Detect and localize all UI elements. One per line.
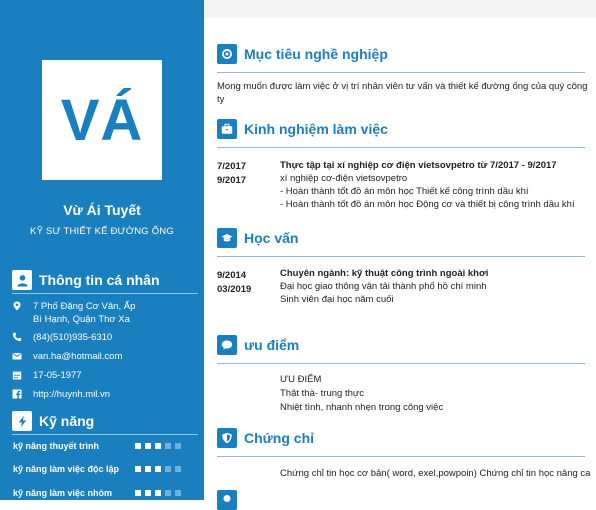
skill-level-dot — [175, 490, 181, 496]
email-value[interactable]: van.ha@hotmail.com — [33, 351, 123, 362]
skill-name: kỹ năng làm việc độc lập — [13, 464, 120, 474]
skill-level-dot — [135, 466, 141, 472]
education-date-start: 9/2014 — [217, 270, 247, 281]
skill-level-dot — [145, 490, 151, 496]
strengths-title: ưu điểm — [244, 337, 300, 353]
skill-level-dot — [165, 443, 171, 449]
experience-date-end: 9/2017 — [217, 175, 247, 186]
avatar — [42, 60, 162, 180]
experience-role: Thực tập tại xí nghiệp cơ điện vietsovpetro từ 7/2017 - 9/2017 — [280, 160, 557, 171]
education-note: Sinh viên đại học năm cuối — [280, 294, 394, 305]
phone-row — [12, 331, 112, 344]
experience-date-start: 7/2017 — [217, 161, 247, 172]
certificates-title: Chứng chỉ — [244, 430, 315, 446]
skill-level-dots — [135, 490, 185, 496]
objective-line1: Mong muốn được làm việc ở vị trí nhân viên tư vấn và thiết kế đường ống của quý công — [217, 81, 588, 92]
next-section-header — [217, 490, 244, 510]
address-line1: 7 Phố Đặng Cơ Vân, Ấp — [33, 301, 136, 312]
sidebar — [0, 0, 204, 500]
divider — [217, 147, 585, 148]
target-icon — [217, 44, 237, 64]
objective-line2: ty — [217, 94, 225, 105]
skill-row — [13, 464, 199, 474]
strengths-line1: Thật thà- trung thực — [280, 388, 364, 399]
award-icon — [217, 490, 237, 510]
calendar-icon — [12, 370, 22, 380]
envelope-icon — [12, 351, 22, 361]
skill-row — [13, 488, 199, 498]
skills-header — [12, 411, 94, 431]
website-value[interactable]: http://huynh.mil.vn — [33, 389, 111, 400]
experience-company: xí nghiệp cơ-điện vietsovpetro — [280, 173, 408, 184]
skill-level-dots — [135, 443, 185, 449]
skill-level-dot — [135, 490, 141, 496]
candidate-name: Vừ Ái Tuyết — [63, 202, 141, 218]
address-line2: Bì Hạnh, Quận Thơ Xa — [33, 314, 130, 325]
certificates-text: Chứng chỉ tin học cơ bản( word, exel,powpoin) Chứng chỉ tin học nâng ca — [280, 468, 591, 479]
briefcase-icon — [217, 119, 237, 139]
education-major: Chuyên ngành: kỹ thuật công trình ngoài khơi — [280, 268, 489, 279]
shield-icon — [217, 428, 237, 448]
skill-level-dot — [145, 443, 151, 449]
education-title: Học vấn — [244, 230, 299, 246]
skill-level-dot — [155, 466, 161, 472]
skill-name: kỹ năng làm việc nhóm — [13, 488, 113, 498]
birthday-value: 17-05-1977 — [33, 370, 82, 381]
objective-text — [217, 80, 589, 106]
certificates-header — [217, 428, 314, 448]
avatar-initials: VÁ — [60, 87, 144, 153]
user-icon — [12, 270, 32, 290]
experience-detail1: - Hoàn thành tốt đồ án môn học Thiết kế công trình dầu khí — [280, 186, 529, 197]
skills-title: Kỹ năng — [39, 413, 95, 429]
strengths-line2: Nhiệt tình, nhanh nhẹn trong công việc — [280, 402, 444, 413]
phone-value: (84)(510)935-6310 — [33, 332, 113, 343]
job-title: KỸ SƯ THIẾT KẾ ĐƯỜNG ỐNG — [30, 226, 174, 237]
education-school: Đại học giao thông vận tải thành phố hồ chí minh — [280, 281, 487, 292]
skill-level-dot — [155, 490, 161, 496]
experience-detail2: - Hoàn thành tốt đồ án môn học Động cơ và thiết bị công trình dầu khí — [280, 199, 575, 210]
education-header — [217, 228, 298, 248]
divider — [12, 434, 198, 435]
skill-level-dot — [165, 490, 171, 496]
divider — [12, 293, 198, 294]
skill-level-dot — [175, 466, 181, 472]
divider — [217, 363, 585, 364]
experience-title: Kinh nghiệm làm việc — [244, 121, 388, 137]
skill-level-dot — [165, 466, 171, 472]
phone-icon — [12, 332, 22, 342]
personal-info-title: Thông tin cá nhân — [39, 272, 160, 288]
facebook-icon — [12, 389, 22, 399]
divider — [217, 456, 585, 457]
skill-level-dot — [155, 443, 161, 449]
skill-level-dots — [135, 466, 185, 472]
skill-level-dot — [175, 443, 181, 449]
skill-row — [13, 441, 199, 451]
divider — [217, 256, 585, 257]
email-row — [12, 350, 122, 363]
speech-bubble-icon — [217, 335, 237, 355]
strengths-heading: ƯU ĐIỂM — [280, 374, 322, 385]
skill-name: kỹ năng thuyết trình — [13, 441, 100, 451]
lightning-icon — [12, 411, 32, 431]
skill-level-dot — [135, 443, 141, 449]
divider — [217, 72, 585, 73]
strengths-header — [217, 335, 299, 355]
birthday-row — [12, 369, 82, 382]
education-date-end: 03/2019 — [217, 284, 252, 295]
map-pin-icon — [12, 301, 22, 311]
address-row — [12, 300, 135, 326]
objective-title: Mục tiêu nghề nghiệp — [244, 46, 388, 62]
experience-header — [217, 119, 388, 139]
personal-info-header — [12, 270, 160, 290]
objective-header — [217, 44, 388, 64]
skill-level-dot — [145, 466, 151, 472]
graduation-cap-icon — [217, 228, 237, 248]
website-row — [12, 388, 110, 401]
